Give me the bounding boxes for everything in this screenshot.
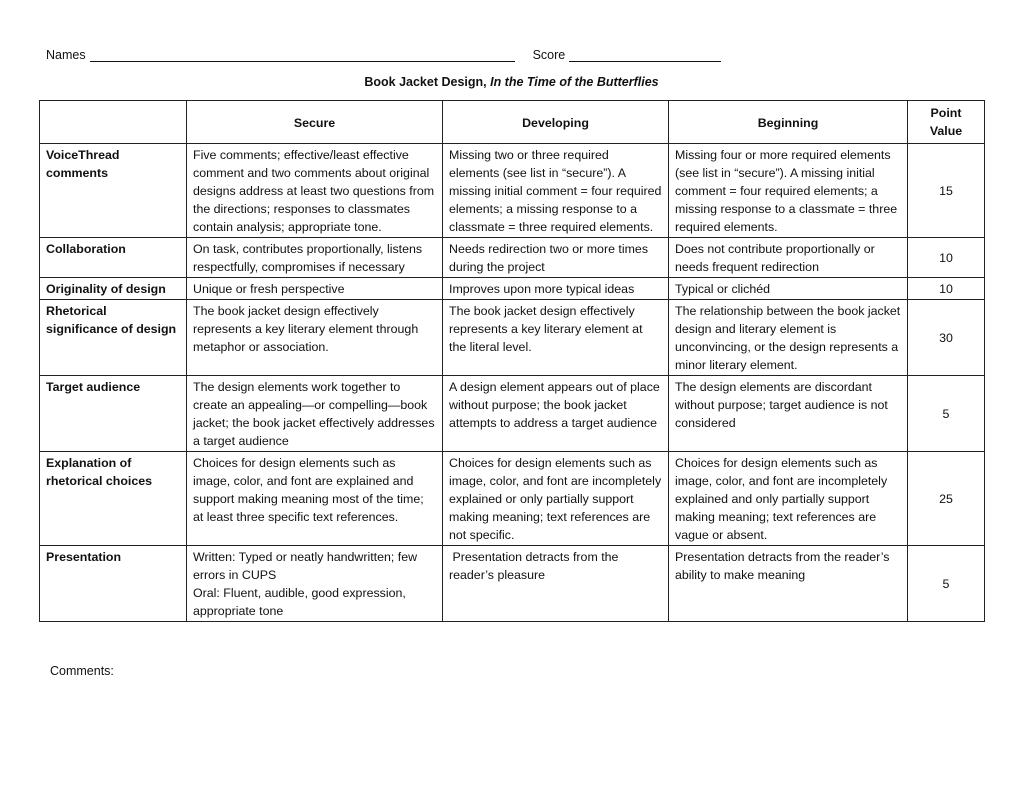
header-row [40,101,985,144]
names-label: Names [46,48,86,62]
table-row [40,278,985,300]
score-blank[interactable] [569,48,721,62]
criterion-cell: Rhetorical significance of design [40,300,187,376]
developing-cell: Presentation detracts from the reader’s pleasure [443,546,669,622]
beginning-cell: Choices for design elements such as image, color, and font are incompletely explained and only partially support making meaning; text references are vague or absent. [669,452,908,546]
names-blank[interactable] [90,48,515,62]
table-row [40,238,985,278]
secure-oral-line: Oral: Fluent, audible, good expression, appropriate tone [193,586,406,618]
col-header-secure: Secure [187,101,443,144]
developing-cell: Missing two or three required elements (see list in “secure”). A missing initial comment = four required elements; a missing response to a classmate = three required elements. [443,144,669,238]
table-row [40,546,985,622]
points-cell: 5 [908,376,985,452]
developing-cell: Choices for design elements such as image, color, and font are incompletely explained or only partially support making meaning; text references are not specific. [443,452,669,546]
names-score-line [46,48,721,62]
developing-cell: A design element appears out of place without purpose; the book jacket attempts to address a target audience [443,376,669,452]
table-row [40,452,985,546]
secure-cell: Unique or fresh perspective [187,278,443,300]
developing-cell: Needs redirection two or more times during the project [443,238,669,278]
criterion-cell: VoiceThread comments [40,144,187,238]
col-header-criterion [40,101,187,144]
beginning-cell: Presentation detracts from the reader’s ability to make meaning [669,546,908,622]
points-cell: 10 [908,238,985,278]
secure-cell: Five comments; effective/least effective comment and two comments about original designs address at least two questions from the directions; responses to classmates contain analysis; appropriate tone. [187,144,443,238]
rubric-table [39,100,985,622]
beginning-cell: Does not contribute proportionally or needs frequent redirection [669,238,908,278]
criterion-cell: Explanation of rhetorical choices [40,452,187,546]
developing-cell: The book jacket design effectively represents a key literary element at the literal level. [443,300,669,376]
table-row [40,376,985,452]
developing-cell: Improves upon more typical ideas [443,278,669,300]
comments-label: Comments: [50,664,114,678]
points-cell: 25 [908,452,985,546]
criterion-cell: Presentation [40,546,187,622]
secure-cell: The design elements work together to create an appealing—or compelling—book jacket; the book jacket effectively addresses a target audience [187,376,443,452]
secure-written-line: Written: Typed or neatly handwritten; few errors in CUPS [193,550,418,582]
beginning-cell: The design elements are discordant without purpose; target audience is not considered [669,376,908,452]
points-cell: 15 [908,144,985,238]
secure-cell: Choices for design elements such as image, color, and font are explained and support making meaning most of the time; at least three specific text references. [187,452,443,546]
criterion-cell: Collaboration [40,238,187,278]
secure-cell: The book jacket design effectively represents a key literary element through metaphor or association. [187,300,443,376]
table-row [40,144,985,238]
points-cell: 5 [908,546,985,622]
col-header-developing: Developing [443,101,669,144]
score-label: Score [532,48,566,62]
col-header-beginning: Beginning [669,101,908,144]
beginning-cell: Typical or clichéd [669,278,908,300]
secure-cell [187,546,443,622]
col-header-point-value: Point Value [908,101,985,144]
page-title: Book Jacket Design, In the Time of the Butterflies [364,75,659,89]
book-title: In the Time of the Butterflies [490,75,659,89]
criterion-cell: Originality of design [40,278,187,300]
beginning-cell: The relationship between the book jacket design and literary element is unconvincing, or the design represents a minor literary element. [669,300,908,376]
beginning-cell: Missing four or more required elements (see list in “secure”). A missing initial comment = four required elements; a missing response to a classmate = three required elements. [669,144,908,238]
table-row [40,300,985,376]
points-cell: 10 [908,278,985,300]
points-cell: 30 [908,300,985,376]
criterion-cell: Target audience [40,376,187,452]
secure-cell: On task, contributes proportionally, listens respectfully, compromises if necessary [187,238,443,278]
